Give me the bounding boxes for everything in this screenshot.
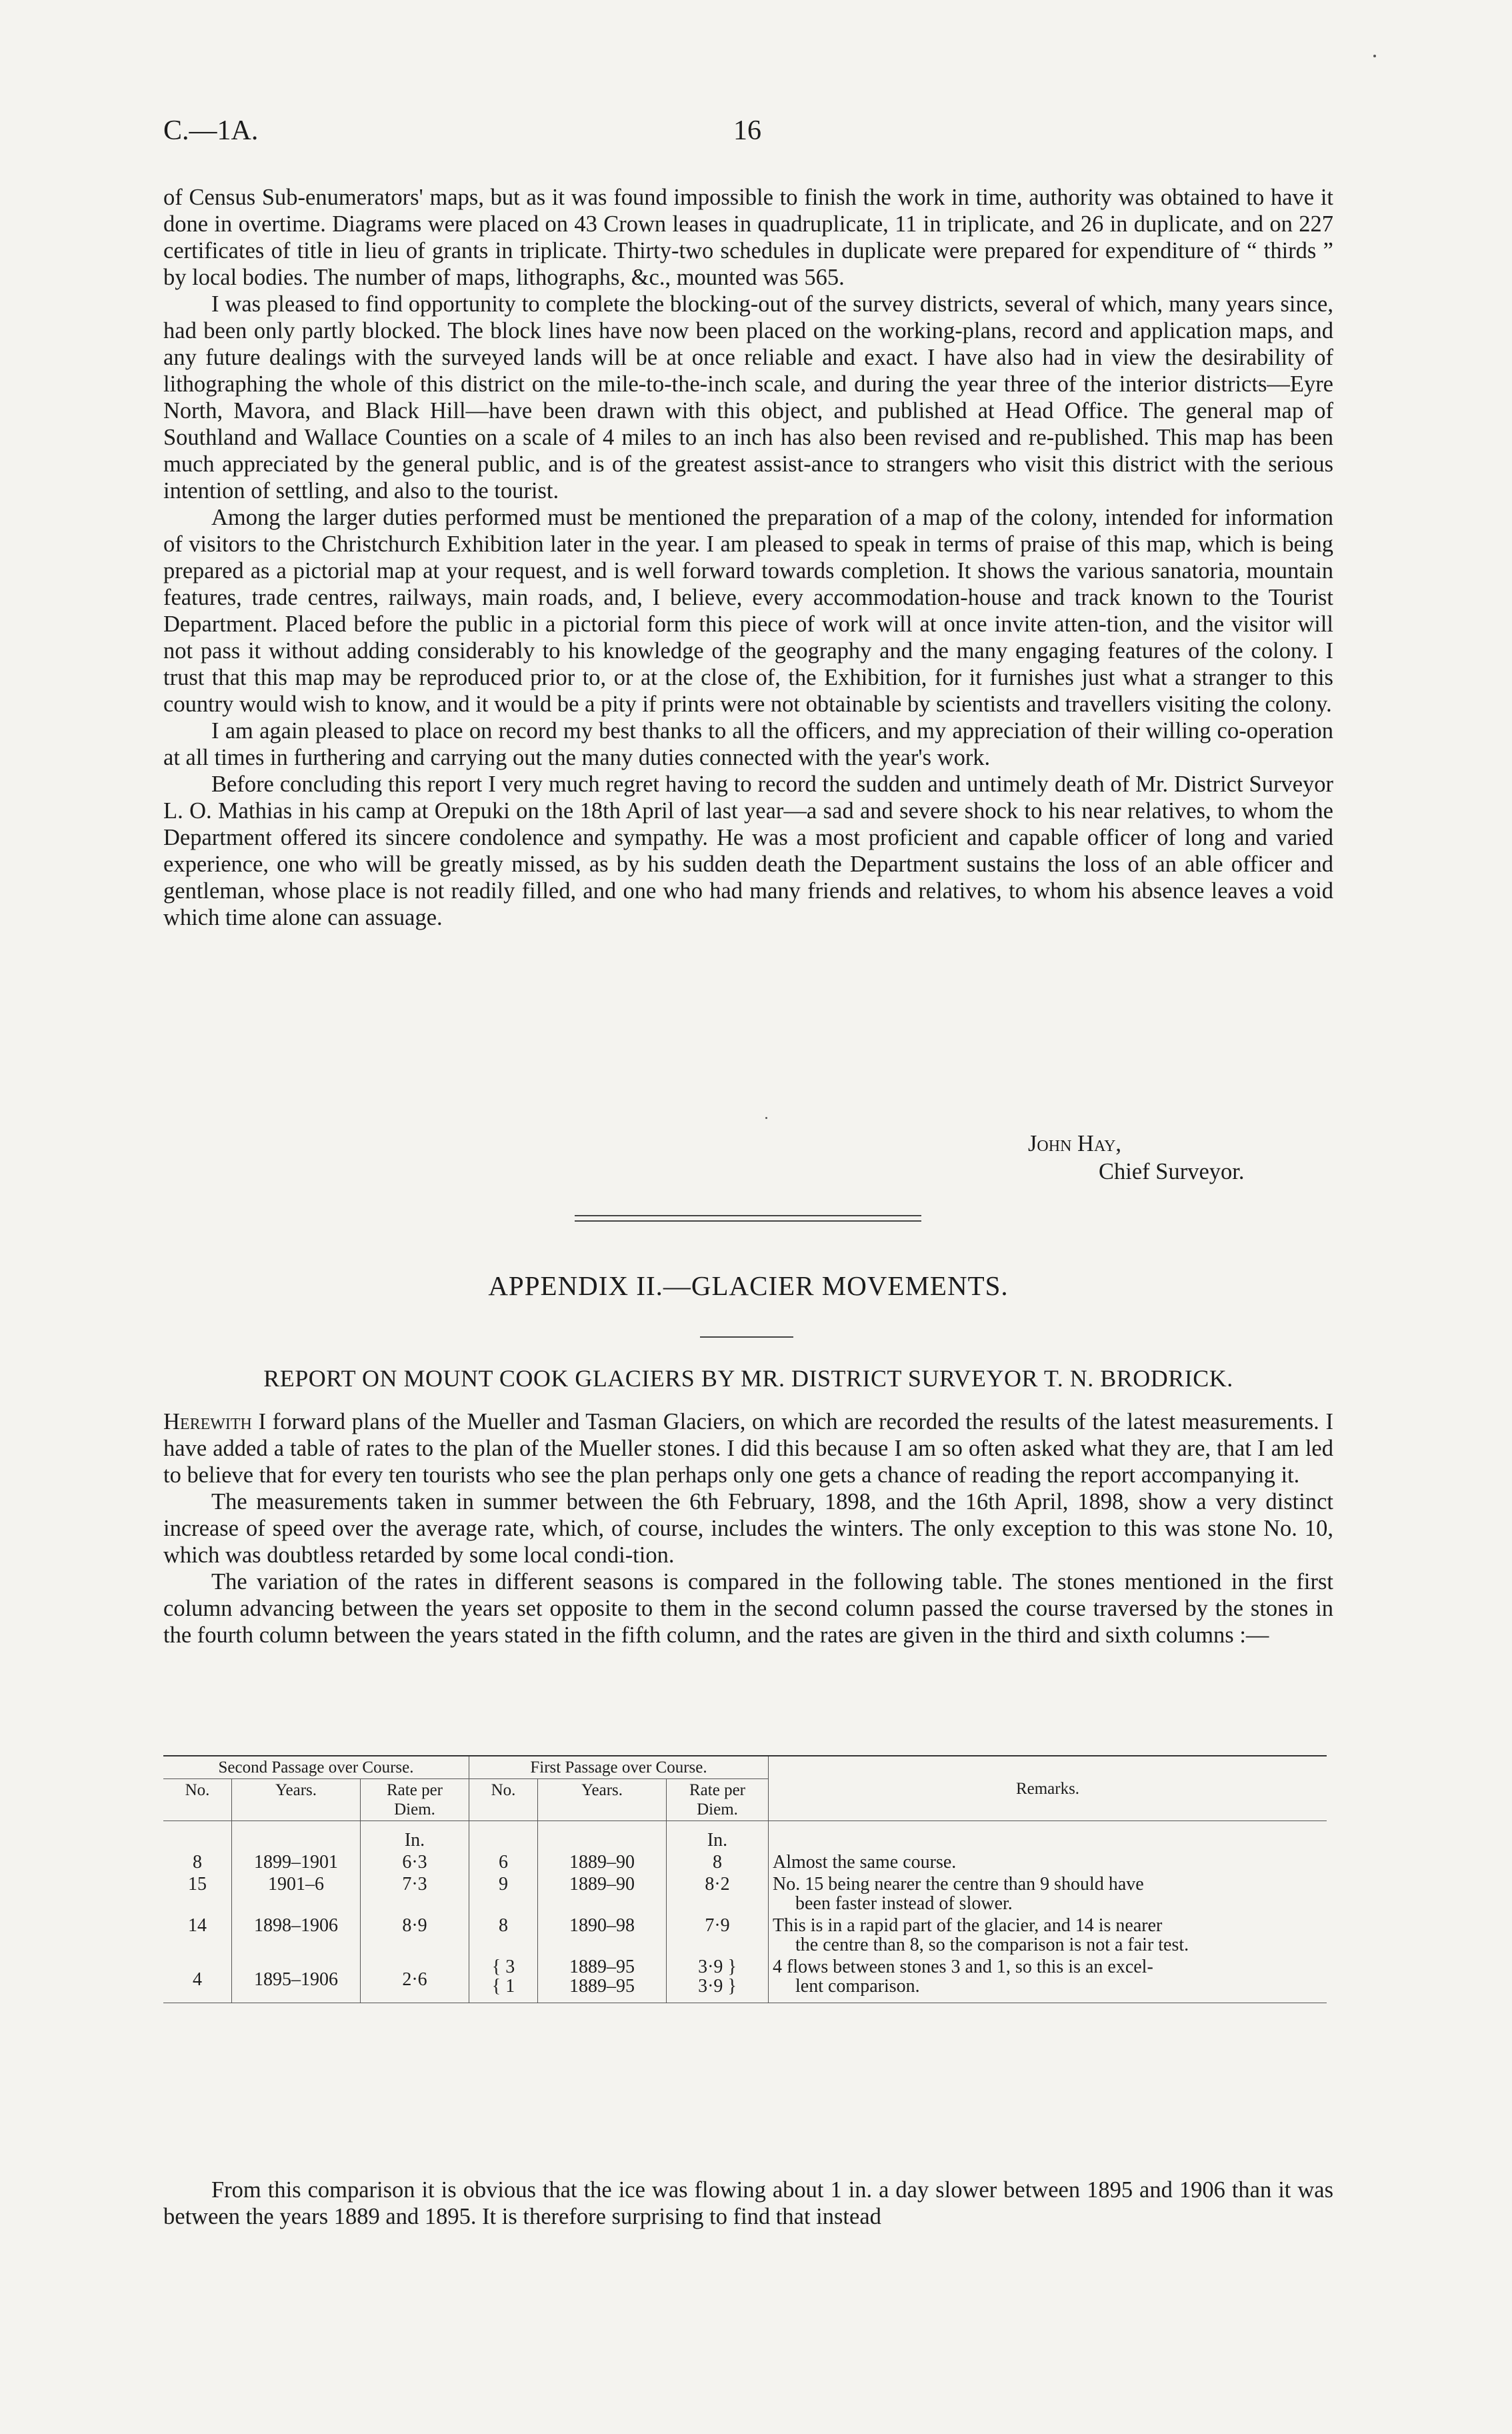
table-row xyxy=(163,1915,1327,1956)
cell-years-b: 1889–95 xyxy=(569,1976,635,1997)
scan-speck xyxy=(765,1117,767,1119)
cell-no: 8 xyxy=(469,1915,538,1956)
paragraph: From this comparison it is obvious that the ice was flowing about 1 in. a day slower between 1895 and 1906 than it was between the years 1889 and 1895. It is therefore surprising to find that instead xyxy=(163,2177,1333,2229)
header-no: No. xyxy=(469,1779,538,1821)
cell-years: 1889–90 xyxy=(538,1873,667,1915)
cell-years-a: 1889–95 xyxy=(569,1957,635,1977)
scan-speck xyxy=(1373,55,1376,57)
cell-no: 4 xyxy=(163,1956,232,2003)
paragraph: The measurements taken in summer between the 6th February, 1898, and the 16th April, 1898, show a very distinct increase of speed over the average rate, which, of course, includes the winters. The only exception to this was stone No. 10, which was doubtless retarded by some local condi-tion. xyxy=(163,1489,1333,1568)
header-first-passage: First Passage over Course. xyxy=(469,1756,769,1779)
cell-years: 1889–90 xyxy=(538,1851,667,1873)
cell-rate: 8 xyxy=(667,1851,769,1873)
header-rate: Rate per Diem. xyxy=(361,1779,469,1821)
cell-no-a: 3 xyxy=(505,1957,515,1977)
closing-text xyxy=(163,2177,1333,2230)
header-remarks: Remarks. xyxy=(1015,1779,1080,1798)
page-header xyxy=(163,115,1333,155)
lead-word: Herewith xyxy=(163,1409,252,1434)
paragraph: The variation of the rates in different seasons is compared in the following table. The stones mentioned in the first column advancing between the years set opposite to them in the second column passed the course traversed by the stones in the fourth column between the years stated in the fifth column, and the rates are given in the third and sixth columns :— xyxy=(163,1569,1333,1648)
cell-remarks xyxy=(769,1956,1327,2003)
page-number: 16 xyxy=(733,115,761,146)
cell-years xyxy=(538,1956,667,2003)
report-body-top xyxy=(163,184,1333,931)
remark-line: the centre than 8, so the comparison is not a fair test. xyxy=(795,1935,1189,1955)
cell-rate: 2·6 xyxy=(361,1956,469,2003)
cell-rate: 3·9 } 3·9 } xyxy=(667,1956,769,2003)
cell-rate: 8·9 xyxy=(361,1915,469,1956)
cell-rate: 6·3 xyxy=(361,1851,469,1873)
remark-line: No. 15 being nearer the centre than 9 should have xyxy=(773,1874,1144,1895)
cell-years: 1898–1906 xyxy=(232,1915,361,1956)
signature-title: Chief Surveyor. xyxy=(1099,1159,1245,1184)
document-code: C.—1A. xyxy=(163,115,259,146)
cell-years: 1899–1901 xyxy=(232,1851,361,1873)
paragraph: of Census Sub-enumerators' maps, but as it was found impossible to finish the work in time, authority was obtained to have it done in overtime. Diagrams were placed on 43 Crown leases in quadruplicate, 11 in triplicate, and 26 in duplicate, and on 227 certificates of title in lieu of grants in triplicate. Thirty-two schedules in duplicate were prepared for expenditure of “ thirds ” by local bodies. The number of maps, lithographs, &c., mounted was 565. xyxy=(163,185,1333,290)
appendix-title: APPENDIX II.—GLACIER MOVEMENTS. xyxy=(488,1270,1009,1301)
header-years: Years. xyxy=(538,1779,667,1821)
cell-years: 1890–98 xyxy=(538,1915,667,1956)
cell-no: { 3 { 1 xyxy=(469,1956,538,2003)
report-title: REPORT ON MOUNT COOK GLACIERS BY MR. DISTRICT SURVEYOR T. N. BRODRICK. xyxy=(263,1365,1233,1392)
section-divider xyxy=(575,1215,921,1216)
paragraph-text: I forward plans of the Mueller and Tasman Glaciers, on which are recorded the results of the latest measurements. I have added a table of rates to the plan of the Mueller stones. I did this because I am so often asked what they are, that I am led to believe that for every ten tourists who see the plan perhaps only one gets a chance of reading the report accompanying it. xyxy=(163,1409,1333,1488)
cell-years: 1895–1906 xyxy=(232,1956,361,2003)
table-row xyxy=(163,1956,1327,2003)
cell-no: 15 xyxy=(163,1873,232,1915)
cell-years: 1901–6 xyxy=(232,1873,361,1915)
cell-no: 8 xyxy=(163,1851,232,1873)
unit-label: In. xyxy=(667,1821,769,1852)
remark-line: been faster instead of slower. xyxy=(795,1893,1013,1914)
cell-rate: 7·3 xyxy=(361,1873,469,1915)
table-row xyxy=(163,1873,1327,1915)
remark-line: Almost the same course. xyxy=(773,1852,957,1873)
cell-no-b: 1 xyxy=(505,1976,515,1997)
title-underline xyxy=(700,1336,793,1338)
cell-no: 14 xyxy=(163,1915,232,1956)
cell-no: 6 xyxy=(469,1851,538,1873)
paragraph: Before concluding this report I very much regret having to record the sudden and untimely death of Mr. District Surveyor L. O. Mathias in his camp at Orepuki on the 18th April of last year—a sad and severe shock to his near relatives, to whom the Department offered its sincere condolence and sympathy. He was a most proficient and capable officer of long and varied experience, one who will be greatly missed, as by his sudden death the Department sustains the loss of an able officer and gentleman, whose place is not readily filled, and one who had many friends and relatives, to whom his absence leaves a void which time alone can assuage. xyxy=(163,772,1333,930)
header-no: No. xyxy=(163,1779,232,1821)
paragraph: I am again pleased to place on record my best thanks to all the officers, and my appreciation of their willing co-operation at all times in furthering and carrying out the many duties connected with the year's work. xyxy=(163,718,1333,770)
cell-remarks xyxy=(769,1873,1327,1915)
remark-line: This is in a rapid part of the glacier, and 14 is nearer xyxy=(773,1915,1163,1936)
cell-rate: 7·9 xyxy=(667,1915,769,1956)
unit-label: In. xyxy=(361,1821,469,1852)
paragraph: Among the larger duties performed must be mentioned the preparation of a map of the colony, intended for information of visitors to the Christchurch Exhibition later in the year. I am pleased to speak in terms of praise of this map, which is being prepared as a pictorial map at your request, and is well forward towards completion. It shows the various sanatoria, mountain features, trade centres, railways, main roads, and, I believe, every accommodation-house and track known to the Tourist Department. Placed before the public in a pictorial form this piece of work will at once invite atten-tion, and the visitor will not pass it without adding considerably to his knowledge of the geography and the many engaging features of the colony. I trust that this map may be reproduced prior to, or at the close of, the Exhibition, for it furnishes just what a stranger to this country would wish to know, and it would be a pity if prints were not obtainable by scientists and travellers visiting the colony. xyxy=(163,505,1333,717)
header-second-passage: Second Passage over Course. xyxy=(163,1756,469,1779)
cell-remarks xyxy=(769,1915,1327,1956)
header-rate: Rate per Diem. xyxy=(667,1779,769,1821)
cell-rate: 8·2 xyxy=(667,1873,769,1915)
remark-line: lent comparison. xyxy=(795,1976,920,1997)
paragraph: I was pleased to find opportunity to complete the blocking-out of the survey districts, several of which, many years since, had been only partly blocked. The block lines have now been placed on the working-plans, record and application maps, and any future dealings with the surveyed lands will be at once reliable and exact. I have also had in view the desirability of lithographing the whole of this district on the mile-to-the-inch scale, and during the year three of the interior districts—Eyre North, Mavora, and Black Hill—have been drawn with this object, and published at Head Office. The general map of Southland and Wallace Counties on a scale of 4 miles to an inch has also been revised and re-published. This map has been much appreciated by the general public, and is of the greatest assist-ance to strangers who visit this district with the serious intention of settling, and also to the tourist. xyxy=(163,291,1333,503)
remark-line: 4 flows between stones 3 and 1, so this is an excel- xyxy=(773,1957,1153,1977)
section-divider xyxy=(575,1220,921,1222)
cell-rate-a: 3·9 xyxy=(698,1957,723,1977)
cell-remarks xyxy=(769,1851,1327,1873)
report-body xyxy=(163,1408,1333,1648)
paragraph xyxy=(163,1408,1333,1488)
cell-no: 9 xyxy=(469,1873,538,1915)
header-years: Years. xyxy=(232,1779,361,1821)
signature-name: John Hay, xyxy=(1028,1131,1122,1156)
cell-rate-b: 3·9 xyxy=(698,1976,723,1997)
glacier-rates-table xyxy=(163,1755,1327,2003)
table-row xyxy=(163,1851,1327,1873)
